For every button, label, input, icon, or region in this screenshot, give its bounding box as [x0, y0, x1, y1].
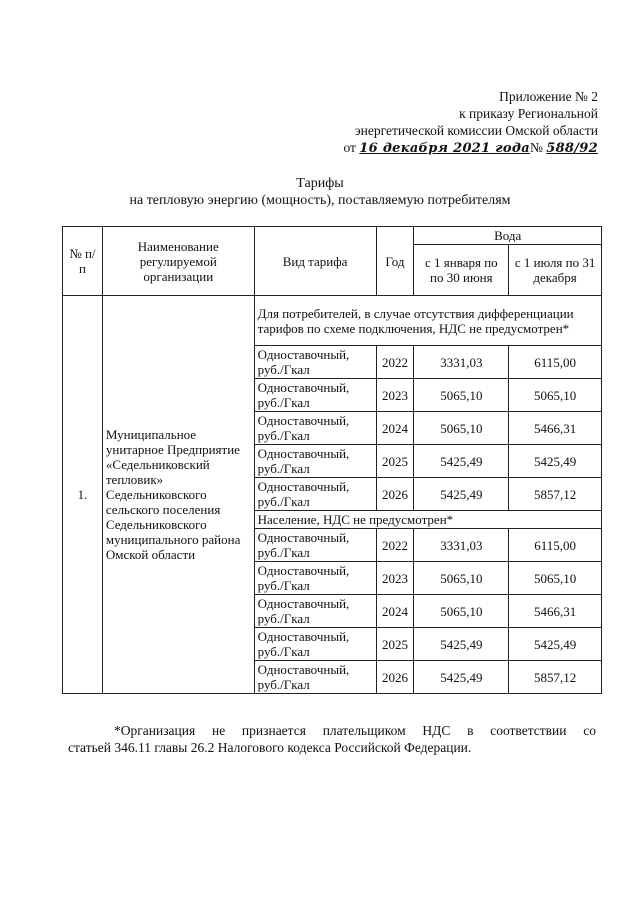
group-row	[63, 296, 602, 346]
footnote	[68, 722, 596, 756]
tariff-type: Одноставочный, руб./Гкал	[254, 628, 376, 661]
tariff-table	[62, 226, 602, 694]
tariff-period-2: 5425,49	[509, 628, 602, 661]
tariff-type: Одноставочный, руб./Гкал	[254, 562, 376, 595]
header-water: Вода	[414, 227, 602, 245]
order-number-handwritten: 588/92	[546, 141, 598, 156]
row-number: 1.	[63, 296, 103, 694]
tariff-period-2: 5857,12	[509, 661, 602, 694]
header-period-2: с 1 июля по 31 декабря	[509, 245, 602, 296]
tariff-period-1: 5425,49	[414, 445, 509, 478]
tariff-period-2: 5065,10	[509, 562, 602, 595]
tariff-period-1: 5425,49	[414, 628, 509, 661]
tariff-period-1: 5065,10	[414, 412, 509, 445]
tariff-year: 2026	[376, 478, 414, 511]
appendix-label: Приложение № 2	[499, 89, 598, 104]
tariff-period-1: 3331,03	[414, 346, 509, 379]
tariff-year: 2023	[376, 379, 414, 412]
title-main: Тарифы	[296, 176, 344, 191]
tariff-period-2: 5065,10	[509, 379, 602, 412]
tariff-type: Одноставочный, руб./Гкал	[254, 595, 376, 628]
header-num: № п/п	[63, 227, 103, 296]
commission-name: энергетической комиссии Омской области	[354, 123, 598, 138]
tariff-year: 2025	[376, 445, 414, 478]
group-title: Для потребителей, в случае отсутствия дифференциации тарифов по схеме подключения, НДС не предусмотрен*	[254, 296, 601, 346]
tariff-period-1: 5425,49	[414, 478, 509, 511]
document-header	[343, 88, 598, 157]
tariff-type: Одноставочный, руб./Гкал	[254, 478, 376, 511]
footnote-line-1: *Организация не признается плательщиком НДС в соответствии со	[114, 723, 596, 738]
tariff-type: Одноставочный, руб./Гкал	[254, 661, 376, 694]
tariff-type: Одноставочный, руб./Гкал	[254, 379, 376, 412]
tariff-year: 2026	[376, 661, 414, 694]
tariff-period-2: 5425,49	[509, 445, 602, 478]
header-org: Наименование регулируемой организации	[102, 227, 254, 296]
order-date-line	[343, 139, 598, 157]
tariff-period-2: 5857,12	[509, 478, 602, 511]
tariff-period-1: 5065,10	[414, 595, 509, 628]
tariff-type: Одноставочный, руб./Гкал	[254, 529, 376, 562]
tariff-period-1: 3331,03	[414, 529, 509, 562]
order-reference: к приказу Региональной	[459, 106, 598, 121]
tariff-period-1: 5065,10	[414, 379, 509, 412]
number-label: №	[529, 140, 543, 155]
group-title: Население, НДС не предусмотрен*	[254, 511, 601, 529]
footnote-line-2: статьей 346.11 главы 26.2 Налогового кодекса Российской Федерации.	[68, 740, 472, 755]
organization-name: Муниципальное унитарное Предприятие «Седельниковский тепловик» Седельниковского сельского поселения Седельниковского муниципального района Омской области	[102, 296, 254, 694]
tariff-period-1: 5065,10	[414, 562, 509, 595]
tariff-year: 2023	[376, 562, 414, 595]
document-title	[0, 175, 640, 209]
header-vid: Вид тарифа	[254, 227, 376, 296]
tariff-type: Одноставочный, руб./Гкал	[254, 412, 376, 445]
header-period-1: с 1 января по по 30 июня	[414, 245, 509, 296]
order-date-handwritten: 16 декабря 2021 года	[359, 141, 530, 156]
tariff-period-2: 5466,31	[509, 412, 602, 445]
tariff-type: Одноставочный, руб./Гкал	[254, 346, 376, 379]
tariff-year: 2025	[376, 628, 414, 661]
tariff-period-1: 5425,49	[414, 661, 509, 694]
tariff-year: 2024	[376, 412, 414, 445]
date-prefix: от	[343, 140, 356, 155]
title-subtitle: на тепловую энергию (мощность), поставляемую потребителям	[129, 193, 511, 208]
tariff-period-2: 6115,00	[509, 346, 602, 379]
header-year: Год	[376, 227, 414, 296]
tariff-type: Одноставочный, руб./Гкал	[254, 445, 376, 478]
table-header-row	[63, 227, 602, 245]
tariff-year: 2022	[376, 529, 414, 562]
tariff-period-2: 5466,31	[509, 595, 602, 628]
tariff-year: 2022	[376, 346, 414, 379]
tariff-year: 2024	[376, 595, 414, 628]
tariff-period-2: 6115,00	[509, 529, 602, 562]
